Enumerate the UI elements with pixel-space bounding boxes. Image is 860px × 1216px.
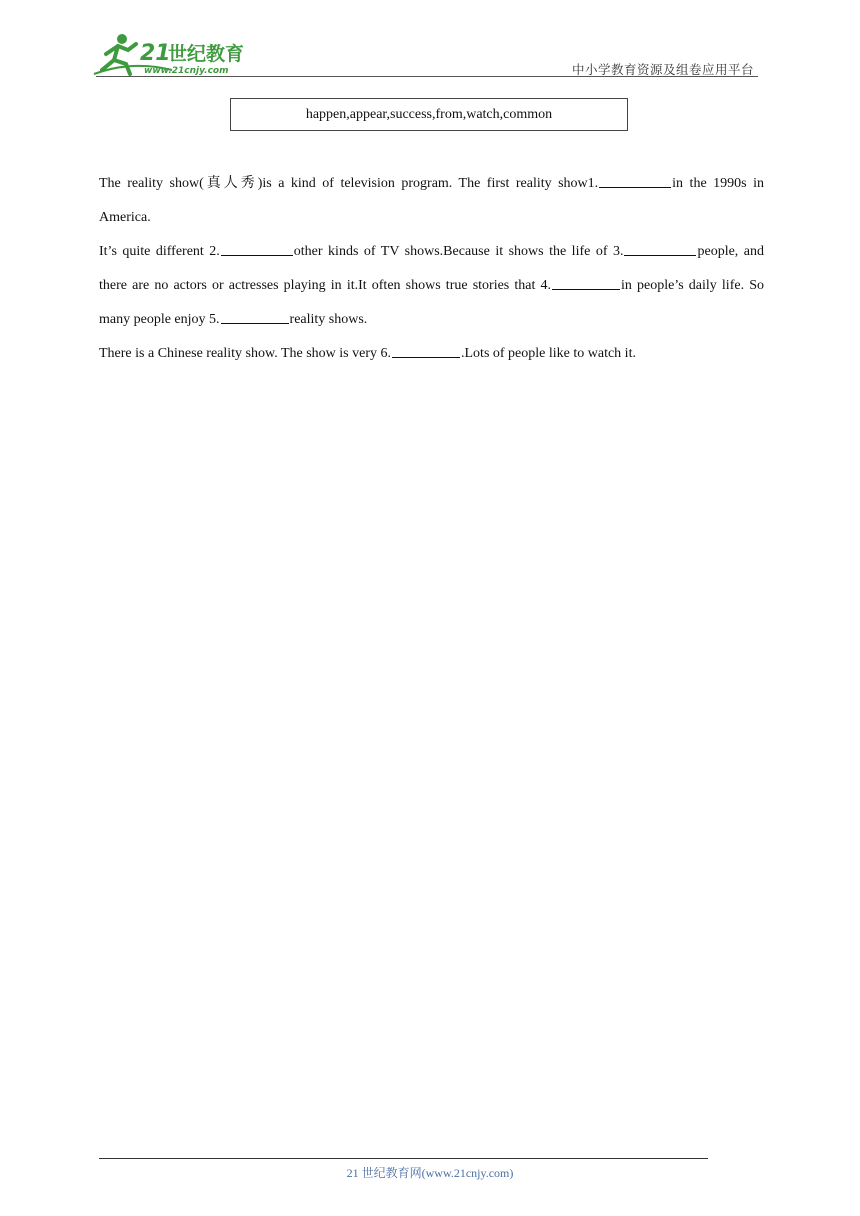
passage-text: There is a Chinese reality show. The show is very 6. — [99, 346, 391, 361]
svg-text:www.21cnjy.com: www.21cnjy.com — [144, 66, 229, 76]
blank-3[interactable] — [624, 241, 696, 256]
passage-text: .Lots of people like to watch it. — [461, 346, 636, 361]
page-header — [92, 30, 758, 78]
header-divider — [96, 76, 758, 77]
passage-text: reality shows. — [289, 312, 368, 327]
site-logo — [92, 30, 262, 78]
blank-6[interactable] — [392, 343, 460, 358]
runner-logo-icon — [92, 30, 262, 78]
blank-4[interactable] — [552, 275, 620, 290]
footer-divider — [99, 1158, 708, 1159]
passage-text: other kinds of TV shows.Because it shows the life of 3. — [293, 244, 624, 259]
passage-text: in people’s daily life. So many people enjoy 5. — [99, 278, 764, 327]
blank-1[interactable] — [599, 173, 671, 188]
svg-text:世纪教育: 世纪教育 — [168, 43, 245, 65]
passage-text: The reality show(真人秀)is a kind of television program. The first reality show1. — [99, 176, 599, 191]
passage-text: It’s quite different 2. — [99, 244, 220, 259]
passage-paragraph-2 — [99, 235, 764, 337]
passage-paragraph-3 — [99, 337, 764, 371]
passage-text: in the 1990s in America. — [99, 176, 764, 225]
passage-paragraph-1 — [99, 167, 764, 235]
word-bank-box: happen,appear,success,from,watch,common — [230, 98, 628, 131]
blank-5[interactable] — [221, 309, 289, 324]
passage-text: people, and there are no actors or actresses playing in it.It often shows true stories that 4. — [99, 244, 765, 293]
svg-text:21: 21 — [140, 41, 171, 66]
passage — [99, 167, 764, 371]
footer-source: 21 世纪教育网(www.21cnjy.com) — [346, 1166, 514, 1180]
blank-2[interactable] — [221, 241, 293, 256]
platform-name: 中小学教育资源及组卷应用平台 — [571, 62, 754, 77]
